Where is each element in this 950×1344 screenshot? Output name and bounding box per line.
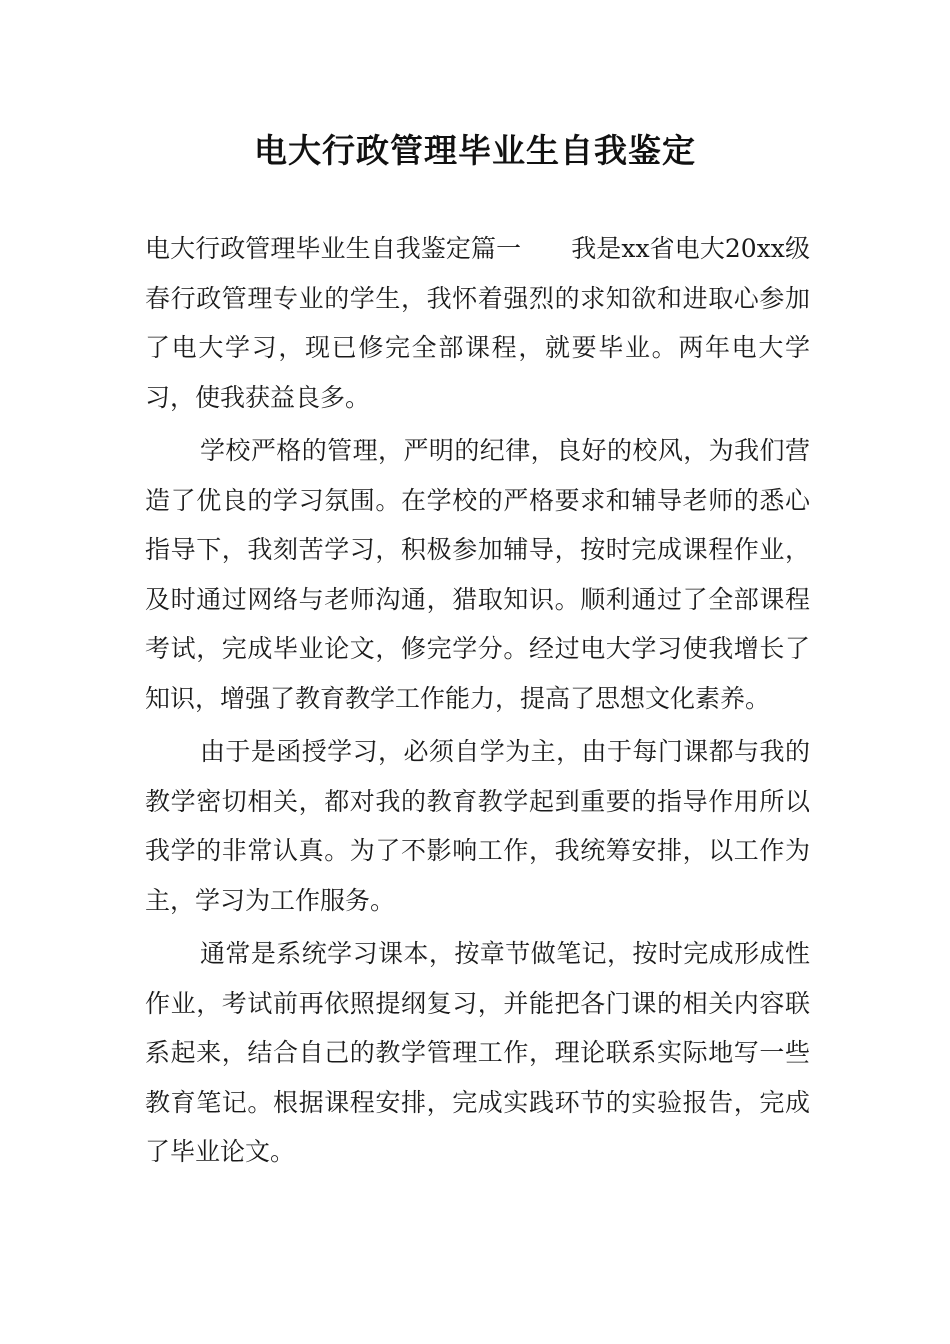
intro-heading: 电大行政管理毕业生自我鉴定篇一: [145, 234, 522, 263]
body-paragraph: 通常是系统学习课本，按章节做笔记，按时完成形成性作业，考试前再依照提纲复习，并能把各门课的相关内容联系起来，结合自己的教学管理工作，理论联系实际地写一些教育笔记。根据课程安排，完成实践环节的实验报告，完成了毕业论文。: [145, 939, 810, 1166]
intro-text: 我是xx省电大20xx级春行政管理专业的学生，我怀着强烈的求知欲和进取心参加了电大学习，现已修完全部课程，就要毕业。两年电大学习，使我获益良多。: [145, 234, 810, 412]
body-paragraph: 由于是函授学习，必须自学为主，由于每门课都与我的教学密切相关，都对我的教育教学起到重要的指导作用所以我学的非常认真。为了不影响工作，我统筹安排，以工作为主，学习为工作服务。: [145, 737, 810, 915]
document-body: [145, 224, 810, 1177]
intro-paragraph: [145, 224, 810, 422]
document-title: 电大行政管理毕业生自我鉴定: [254, 131, 696, 170]
body-paragraph: 学校严格的管理，严明的纪律，良好的校风，为我们营造了优良的学习氛围。在学校的严格要求和辅导老师的悉心指导下，我刻苦学习，积极参加辅导，按时完成课程作业，及时通过网络与老师沟通，猎取知识。顺利通过了全部课程考试，完成毕业论文，修完学分。经过电大学习使我增长了知识，增强了教育教学工作能力，提高了思想文化素养。: [145, 436, 810, 713]
